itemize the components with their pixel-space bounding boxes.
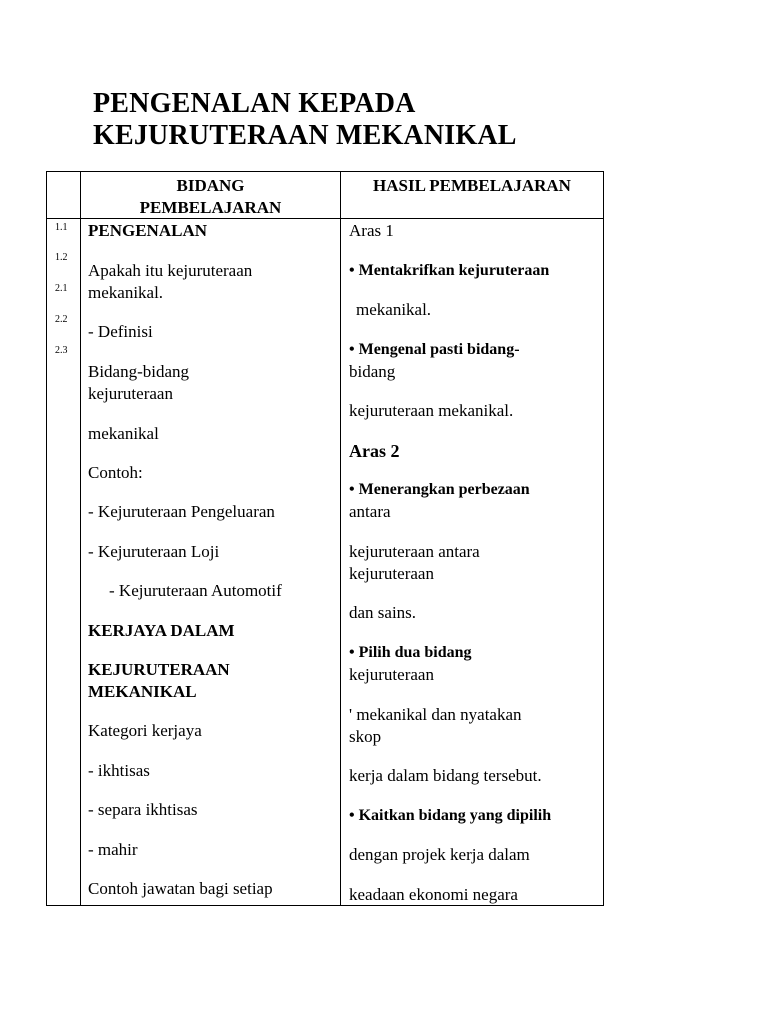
page-title [93,88,517,152]
header-hasil [341,175,603,197]
bidang-line: kejuruteraan [88,384,173,403]
item-number: 2.3 [55,345,68,356]
hasil-line: keadaan ekonomi negara [349,885,518,904]
hasil-bullet: • Mengenal pasti bidang- [349,341,520,358]
hasil-line: antara [349,502,391,521]
table-divider-2 [340,172,341,905]
bidang-line: - Definisi [88,322,153,341]
hasil-level: Aras 1 [349,221,394,240]
item-number: 2.1 [55,283,68,294]
hasil-bullet: • Kaitkan bidang yang dipilih [349,807,552,824]
bidang-line: - Kejuruteraan Loji [88,542,220,561]
bidang-heading: KEJURUTERAAN [88,660,230,679]
hasil-line: ' mekanikal dan nyatakan [349,705,522,724]
bidang-line: mekanikal [88,424,159,443]
bidang-line: Kategori kerjaya [88,721,202,740]
bidang-line: Contoh: [88,463,143,482]
bidang-line: Contoh jawatan bagi setiap [88,879,273,898]
hasil-line: kejuruteraan antara [349,542,480,561]
bidang-line: Apakah itu kejuruteraan [88,261,253,280]
header-bidang-line-2: PEMBELAJARAN [139,198,282,217]
bidang-line: - Kejuruteraan Automotif [109,581,282,600]
hasil-line: bidang [349,362,396,381]
hasil-level: Aras 2 [349,441,400,461]
hasil-line: mekanikal. [356,300,432,319]
title-line-1: PENGENALAN KEPADA [93,88,416,119]
bidang-line: - ikhtisas [88,761,150,780]
bidang-heading: KERJAYA DALAM [88,621,235,640]
hasil-line: dan sains. [349,603,417,622]
bidang-line: - mahir [88,840,138,859]
hasil-bullet: • Menerangkan perbezaan [349,481,530,498]
hasil-bullet: • Mentakrifkan kejuruteraan [349,262,550,279]
hasil-line: skop [349,727,382,746]
bidang-line: mekanikal. [88,283,164,302]
item-number: 1.1 [55,222,68,233]
hasil-line: kejuruteraan [349,564,434,583]
bidang-line: - Kejuruteraan Pengeluaran [88,502,275,521]
item-number: 1.2 [55,252,68,263]
table-divider-1 [80,172,81,905]
bidang-heading: MEKANIKAL [88,682,197,701]
bidang-heading: PENGENALAN [88,221,208,240]
hasil-line: kejuruteraan mekanikal. [349,401,514,420]
header-bidang-line-1: BIDANG [176,176,245,195]
header-bidang [81,175,340,219]
hasil-line: kejuruteraan [349,665,434,684]
hasil-line: dengan projek kerja dalam [349,845,530,864]
hasil-bullet: • Pilih dua bidang [349,644,472,661]
bidang-line: - separa ikhtisas [88,800,198,819]
title-line-2: KEJURUTERAAN MEKANIKAL [93,120,517,151]
hasil-line: kerja dalam bidang tersebut. [349,766,542,785]
syllabus-table [46,171,604,906]
bidang-line: Bidang-bidang [88,362,190,381]
header-hasil-label: HASIL PEMBELAJARAN [373,176,571,195]
item-number: 2.2 [55,314,68,325]
